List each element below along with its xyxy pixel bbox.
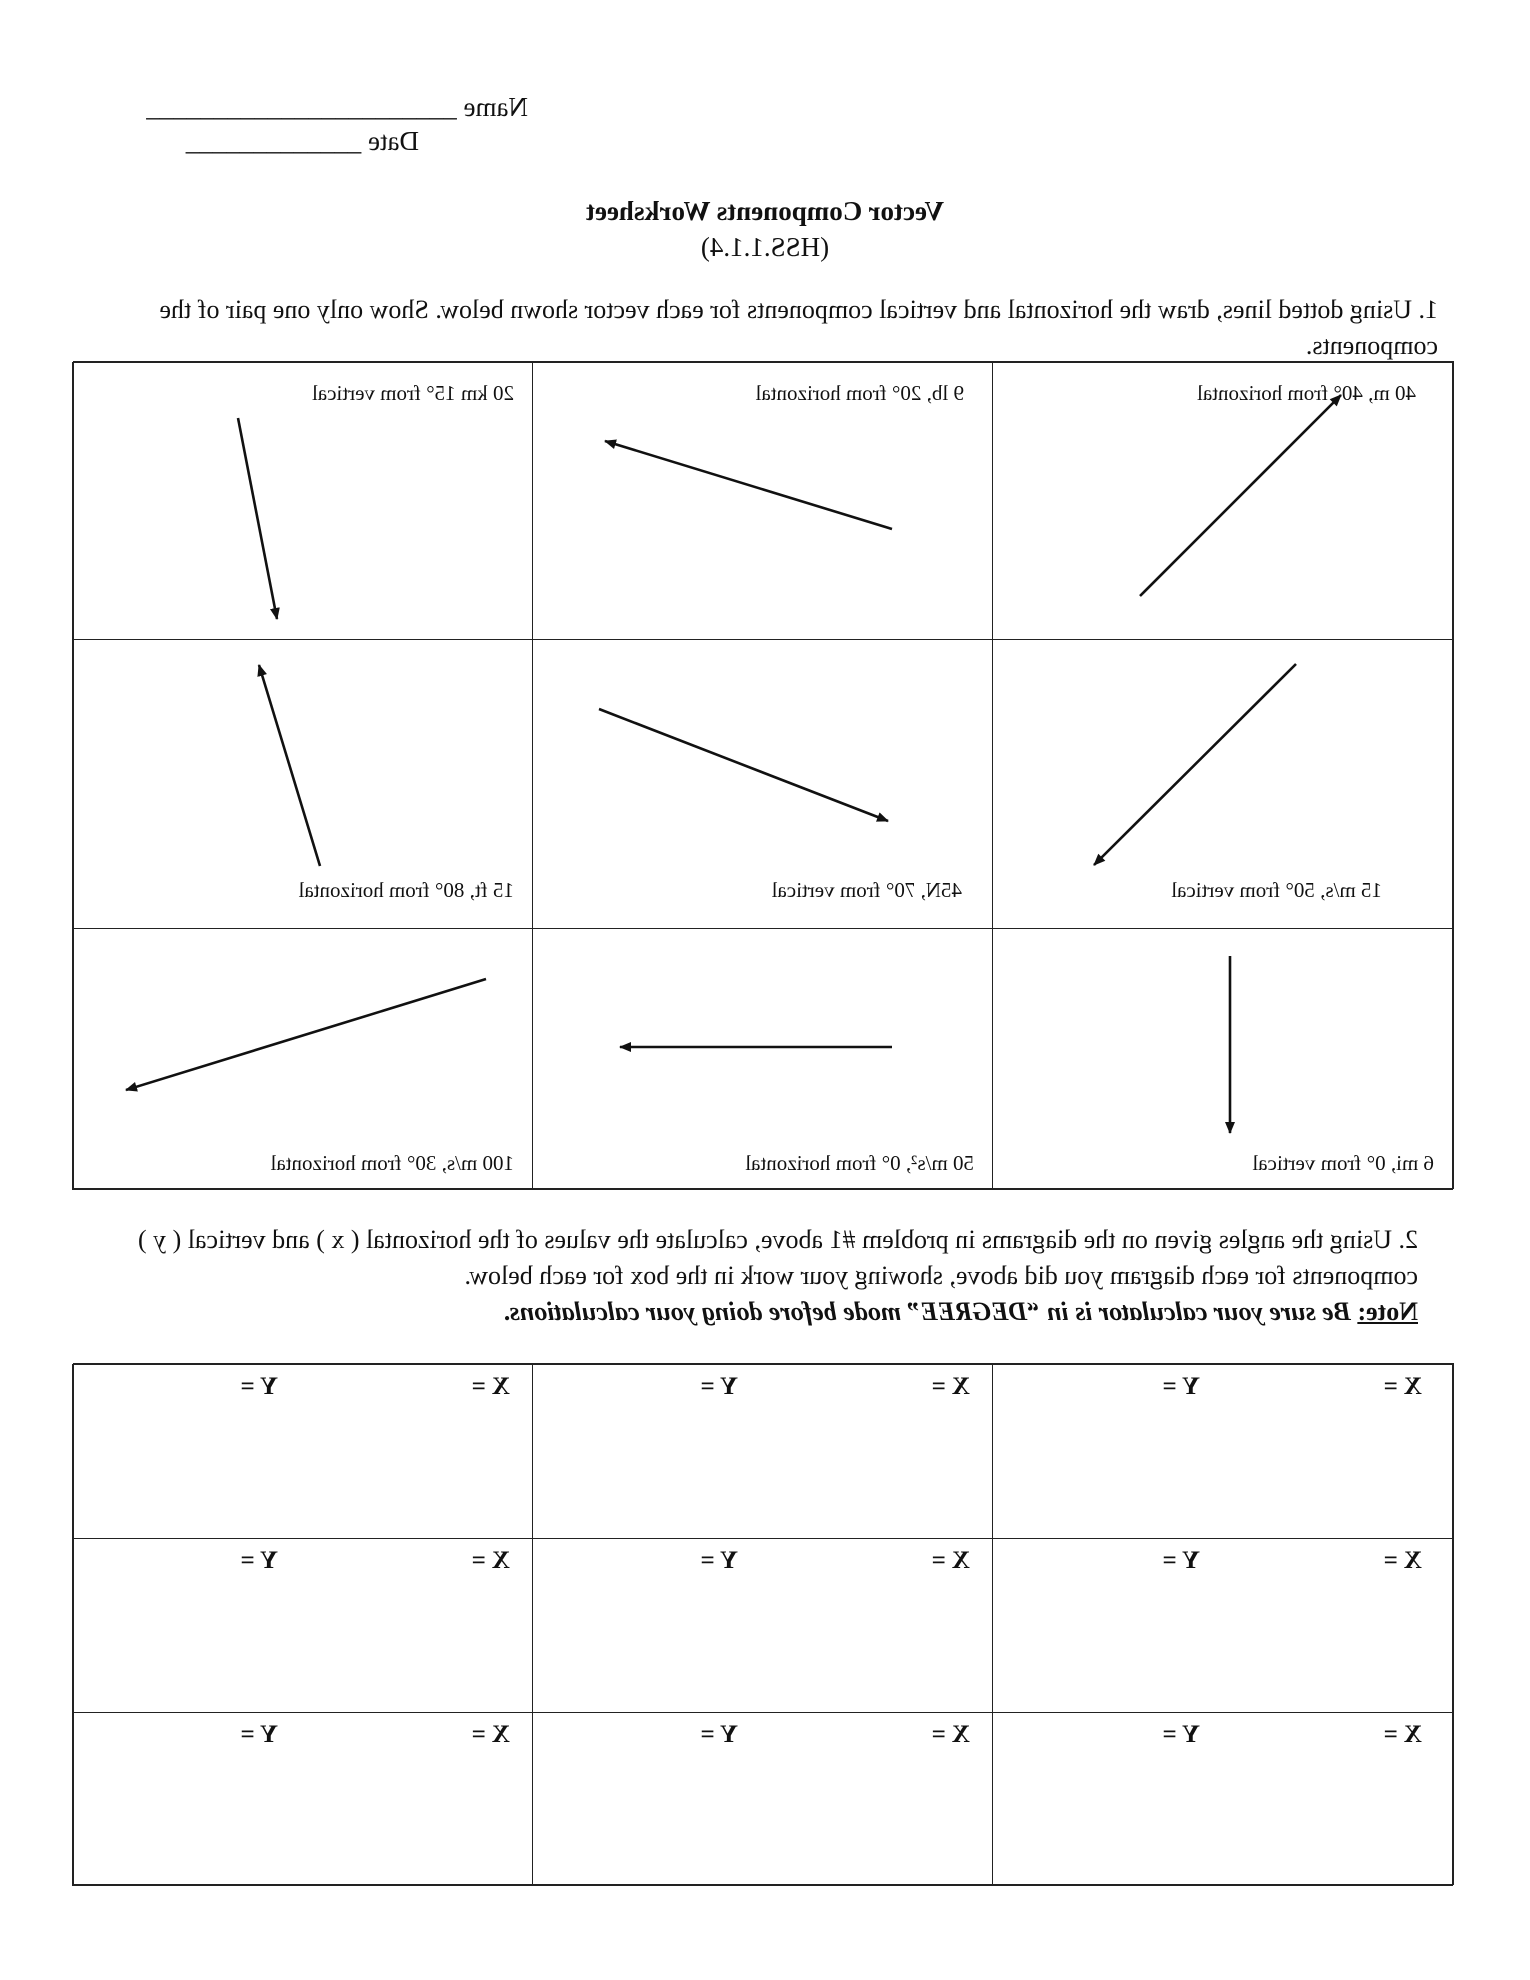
vector-label: 6 mi, 0° from vertical [1252, 1151, 1434, 1175]
vector-label: 100 m/s, 30° from horizontal [270, 1151, 514, 1175]
vector-label: 45N, 70° from vertical [771, 878, 962, 902]
x-label: X = [1383, 1721, 1422, 1748]
vector-label: 15 ft, 80° from horizontal [298, 878, 514, 902]
answer-cell-3[interactable] [72, 1364, 533, 1539]
date-label: Date [368, 126, 419, 156]
problem-1-text: Using dotted lines, draw the horizontal and vertical components for each vector shown below. Show only one pair of the components. [159, 295, 1438, 360]
date-blank[interactable]: _____________ [185, 126, 362, 156]
page-subtitle: (HSS.1.1.4) [700, 232, 830, 262]
page-title: Vector Components Worksheet [586, 196, 945, 226]
answer-cell-8[interactable] [532, 1712, 993, 1886]
vector-arrow-5 [599, 709, 888, 821]
problem-1-number: 1. [1418, 295, 1438, 324]
answer-cell-1[interactable] [992, 1364, 1453, 1539]
name-label: Name [463, 92, 528, 122]
name-blank[interactable]: _______________________ [146, 92, 457, 122]
vector-arrow-1 [1140, 395, 1341, 596]
answer-cell-2[interactable] [532, 1364, 993, 1539]
answer-cell-6[interactable] [72, 1538, 533, 1713]
y-label: Y = [240, 1547, 278, 1574]
problem-2-number: 2. [1398, 1225, 1418, 1254]
answer-cell-9[interactable] [72, 1712, 533, 1886]
note-text: Be sure your calculator is in “DEGREE” mode before doing your calculations. [502, 1297, 1351, 1326]
vector-label: 40 m, 40° from horizontal [1197, 381, 1416, 405]
note-label: Note: [1357, 1297, 1418, 1326]
x-label: X = [1383, 1373, 1422, 1400]
y-label: Y = [1162, 1373, 1200, 1400]
vector-label: 20 km 15° from vertical [311, 381, 514, 405]
y-label: Y = [700, 1547, 738, 1574]
y-label: Y = [700, 1721, 738, 1748]
x-label: X = [471, 1547, 510, 1574]
y-label: Y = [1162, 1721, 1200, 1748]
vector-label: 15 m/s, 50° from vertical [1171, 878, 1382, 902]
x-label: X = [931, 1547, 970, 1574]
y-label: Y = [700, 1373, 738, 1400]
vector-label: 50 m/s², 0° from horizontal [745, 1151, 974, 1175]
answer-cell-7[interactable] [992, 1712, 1453, 1886]
problem-2-text: Using the angles given on the diagrams in problem #1 above, calculate the values of the horizontal ( x ) and vertical ( y ) components for each diagram you did above, showing your work in the box for each below. [137, 1225, 1418, 1290]
answer-grid [73, 1363, 1454, 1885]
problem-2-instructions [86, 1222, 1418, 1330]
vector-arrow-2 [605, 441, 892, 529]
x-label: X = [931, 1721, 970, 1748]
vector-arrow-6 [259, 665, 320, 866]
y-label: Y = [1162, 1547, 1200, 1574]
vector-label: 9 lb, 20° from horizontal [755, 381, 964, 405]
x-label: X = [931, 1373, 970, 1400]
vector-arrow-3 [238, 418, 277, 619]
answer-cell-4[interactable] [992, 1538, 1453, 1713]
vector-arrow-9 [126, 979, 486, 1090]
vector-arrow-4 [1094, 664, 1296, 865]
answer-cell-5[interactable] [532, 1538, 993, 1713]
x-label: X = [1383, 1547, 1422, 1574]
y-label: Y = [240, 1721, 278, 1748]
y-label: Y = [240, 1373, 278, 1400]
x-label: X = [471, 1373, 510, 1400]
x-label: X = [471, 1721, 510, 1748]
